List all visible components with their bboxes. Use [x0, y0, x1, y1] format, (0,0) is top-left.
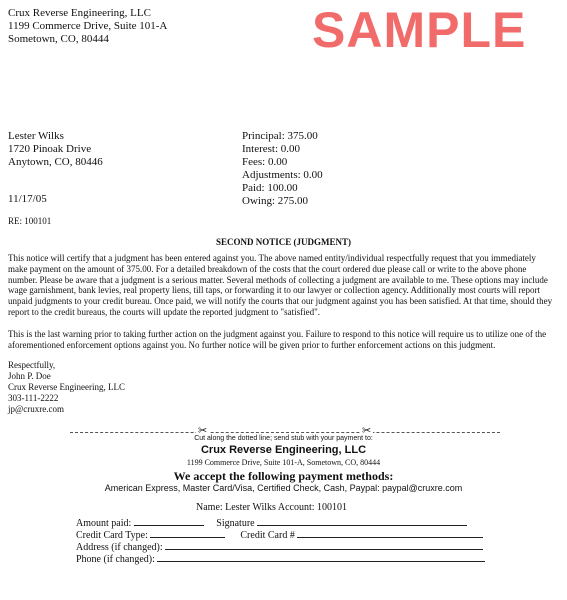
signature-field[interactable]	[257, 516, 467, 526]
address-label: Address (if changed):	[76, 542, 163, 553]
stub-name-account: Name: Lester Wilks Account: 100101	[196, 502, 348, 513]
sender-address-line1: 1199 Commerce Drive, Suite 101-A	[8, 20, 168, 32]
signer-phone: 303-111-2222	[8, 393, 59, 403]
fees-amount: Fees: 0.00	[242, 156, 288, 168]
cut-instructions: Cut along the dotted line; send stub with your payment to:	[194, 435, 373, 442]
principal-amount: Principal: 375.00	[242, 130, 318, 142]
amount-paid-label: Amount paid:	[76, 518, 132, 529]
stub-address: 1199 Commerce Drive, Suite 101-A, Sometown, CO, 80444	[186, 458, 381, 467]
amounts-summary	[242, 130, 323, 208]
signer-name: John P. Doe	[8, 371, 51, 381]
sender-company: Crux Reverse Engineering, LLC	[8, 7, 151, 19]
sender-address-line2: Sometown, CO, 80444	[8, 33, 109, 45]
interest-amount: Interest: 0.00	[242, 143, 301, 155]
phone-row	[76, 552, 485, 565]
card-type-field[interactable]	[150, 528, 225, 538]
payment-methods-heading: We accept the following payment methods:	[173, 469, 394, 483]
sample-watermark: SAMPLE	[312, 2, 527, 58]
stub-company: Crux Reverse Engineering, LLC	[200, 444, 367, 456]
card-number-field[interactable]	[297, 528, 483, 538]
owing-amount: Owing: 275.00	[242, 195, 308, 207]
paid-amount: Paid: 100.00	[242, 182, 298, 194]
payment-methods-list: American Express, Master Card/Visa, Certified Check, Cash, Paypal: paypal@cruxre.com	[104, 483, 463, 493]
amount-paid-field[interactable]	[134, 516, 204, 526]
notice-paragraph-2: This is the last warning prior to taking further action on the judgment against you. Failure to respond to this notice will require us to utilize one of the aforementioned enforcement options against you. No further notice will be given prior to further enforcement actions on this judgment.	[8, 329, 547, 350]
notice-heading: SECOND NOTICE (JUDGMENT)	[215, 237, 351, 247]
signer-company: Crux Reverse Engineering, LLC	[8, 382, 125, 392]
letter-date: 11/17/05	[8, 193, 47, 205]
dotted-cut-line	[70, 432, 500, 433]
address-field[interactable]	[165, 540, 483, 550]
signature-label: Signature	[216, 518, 255, 529]
phone-field[interactable]	[157, 552, 485, 562]
scissors-icon: ✂	[362, 425, 372, 437]
notice-paragraph-1: This notice will certify that a judgment has been entered against you. The above named entity/individual respectfully request that you immediately make payment on the amount of 375.00. For a detailed breakdown of the costs that the court ordered due please call or write to the above phone number. Please be aware that a judgment is a serious matter. Several methods of collecting a judgment are available to me. These options may include wage garnishment, bank levies, real property liens, till taps, or forwarding it to our lawyer or collection agency. Additionally most courts will report unpaid judgments to your credit bureau. Once paid, we will notify the courts that our judgment against you has been satisfied. At that time, should they report to the credit bureaus, the courts will update the reported judgment to "satisfied".	[8, 253, 553, 317]
reference-line: RE: 100101	[8, 216, 52, 226]
scissors-icon: ✂	[198, 425, 208, 437]
closing-text: Respectfully,	[8, 360, 56, 370]
card-type-label: Credit Card Type:	[76, 530, 148, 541]
card-number-label: Credit Card #	[240, 530, 295, 541]
recipient-address-block	[8, 130, 103, 169]
recipient-address-line2: Anytown, CO, 80446	[8, 156, 103, 168]
phone-label: Phone (if changed):	[76, 554, 155, 565]
signer-email: jp@cruxre.com	[8, 404, 65, 414]
signature-block	[8, 360, 125, 415]
sender-address-block	[8, 7, 167, 46]
recipient-address-line1: 1720 Pinoak Drive	[8, 143, 92, 155]
recipient-name: Lester Wilks	[8, 130, 64, 142]
adjustments-amount: Adjustments: 0.00	[242, 169, 323, 181]
